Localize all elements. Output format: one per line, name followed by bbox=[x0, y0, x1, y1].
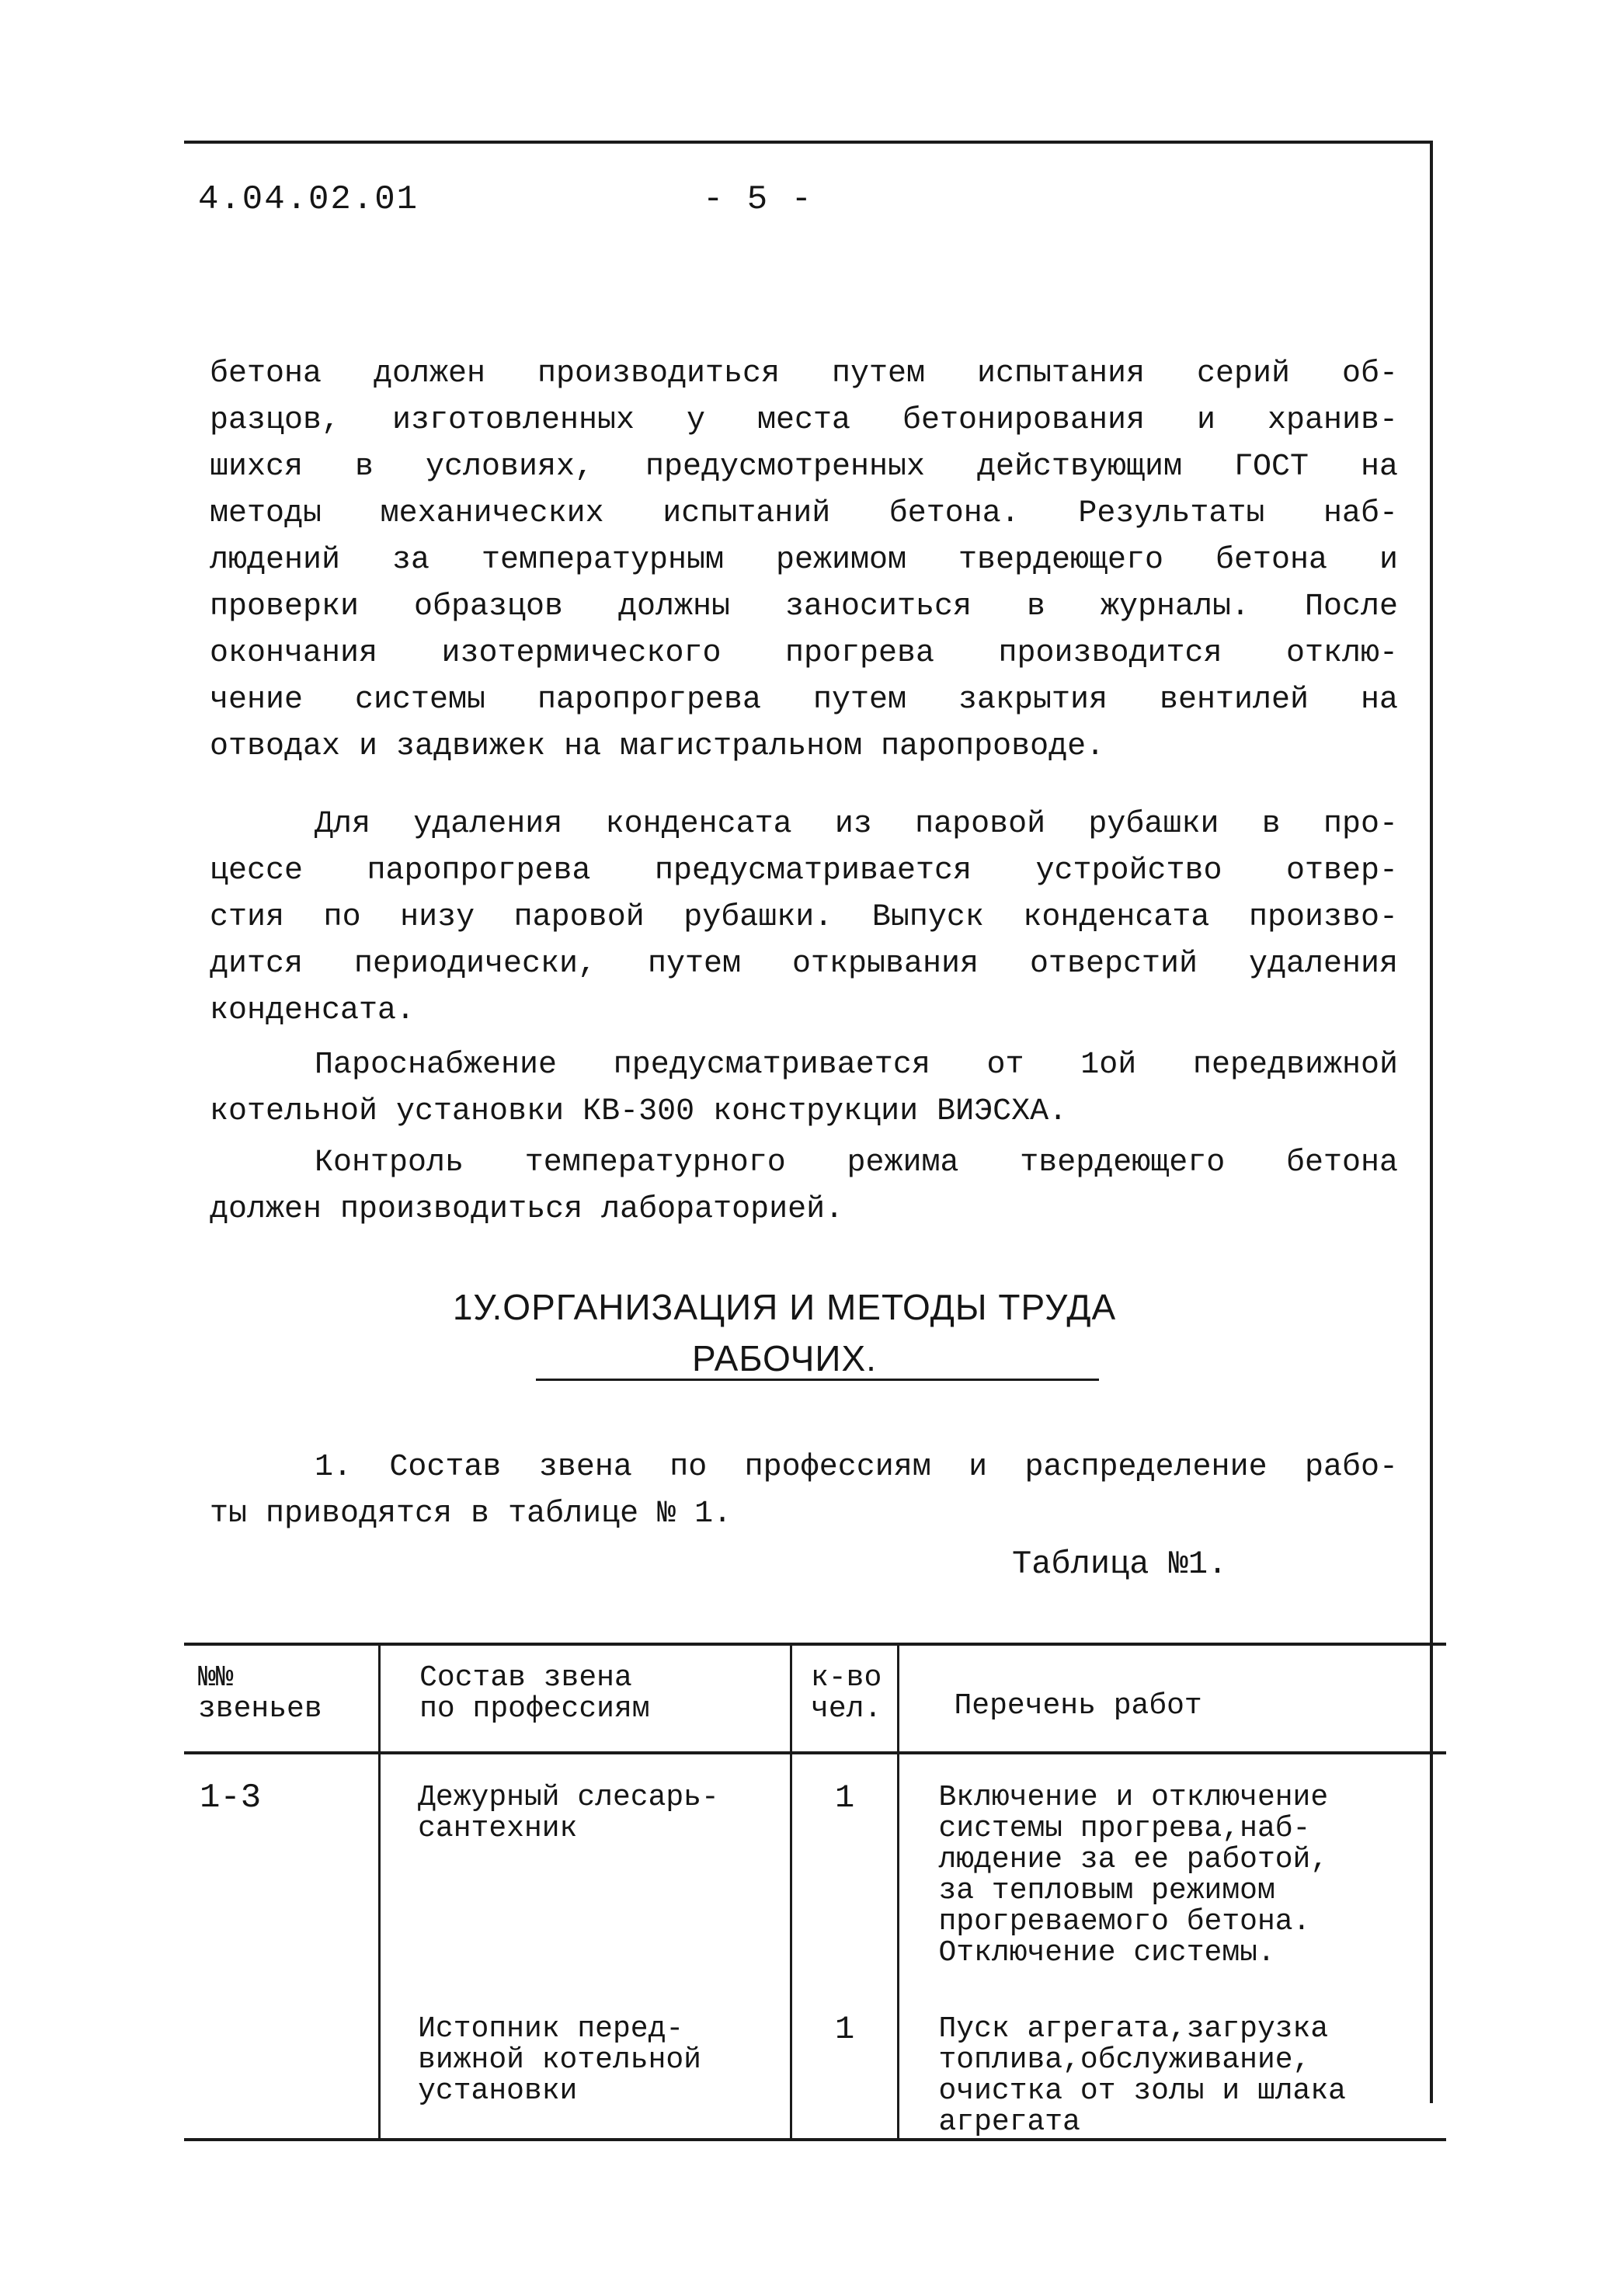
text-line: конденсата. bbox=[210, 993, 416, 1028]
header-crew-composition: Состав звена по профессиям bbox=[380, 1644, 791, 1753]
table-header-row bbox=[184, 1644, 1446, 1753]
cell-brigade: 1-3 bbox=[200, 1779, 262, 1817]
paragraph-item-1 bbox=[210, 1445, 1398, 1538]
text-line: окончания изотермического прогрева производится отклю- bbox=[210, 636, 1398, 671]
text-line: ты приводятся в таблице № 1. bbox=[210, 1497, 732, 1532]
crew-composition-table bbox=[184, 1643, 1446, 2141]
text-line: разцов, изготовленных у места бетонирования и хранив- bbox=[210, 403, 1398, 438]
text-line: Контроль температурного режима твердеющего бетона bbox=[315, 1146, 1398, 1180]
paragraph-temperature-control bbox=[210, 1140, 1398, 1233]
text-line: стия по низу паровой рубашки. Выпуск конденсата произво- bbox=[210, 900, 1398, 935]
text-line: бетона должен производиться путем испытания серий об- bbox=[210, 356, 1398, 391]
text-line: Пароснабжение предусматривается от 1ой передвижной bbox=[315, 1048, 1398, 1083]
text-line: чение системы паропрогрева путем закрытия вентилей на bbox=[210, 683, 1398, 718]
cell-work-list: Включение и отключение системы прогрева,наб- людение за ее работой, за тепловым режимом прогреваемого бетона. Отключение системы. bbox=[899, 1753, 1446, 1969]
text-line: котельной установки КВ-300 конструкции ВИЭСХА. bbox=[210, 1094, 1068, 1129]
cell-work-list: Пуск агрегата,загрузка топлива,обслуживание, очистка от золы и шлака агрегата bbox=[899, 1969, 1446, 2140]
cell-brigade bbox=[184, 1969, 380, 2140]
text-line: дится периодически, путем открывания отверстий удаления bbox=[210, 947, 1398, 982]
paragraph-concrete-testing bbox=[210, 351, 1398, 770]
cell-composition: Дежурный слесарь- сантехник bbox=[380, 1753, 791, 1969]
header-brigade-number: №№ звеньев bbox=[184, 1644, 380, 1753]
section-title-line2: РАБОЧИХ. bbox=[692, 1338, 877, 1379]
document-code: 4.04.02.01 bbox=[198, 180, 419, 219]
page-number: - 5 - bbox=[703, 180, 814, 219]
header-worker-count: к-во чел. bbox=[791, 1644, 899, 1753]
text-line: методы механических испытаний бетона. Результаты наб- bbox=[210, 496, 1398, 531]
text-line: отводах и задвижек на магистральном паропроводе. bbox=[210, 729, 1105, 764]
text-line: Для удаления конденсата из паровой рубашки в про- bbox=[315, 807, 1398, 842]
cell-quantity: 1 bbox=[791, 1753, 899, 1969]
section-heading bbox=[450, 1281, 1118, 1384]
cell-composition: Истопник перед- вижной котельной установки bbox=[380, 1969, 791, 2140]
cell-quantity: 1 bbox=[791, 1969, 899, 2140]
section-title-line1: 1У.ОРГАНИЗАЦИЯ И МЕТОДЫ ТРУДА bbox=[452, 1287, 1117, 1327]
table-row bbox=[184, 1753, 1446, 1969]
paragraph-condensate-removal bbox=[210, 801, 1398, 1034]
header-work-list: Перечень работ bbox=[899, 1644, 1446, 1753]
table-row bbox=[184, 1969, 1446, 2140]
top-border-line bbox=[184, 141, 1433, 144]
section-underline bbox=[536, 1379, 1099, 1381]
paragraph-steam-supply bbox=[210, 1042, 1398, 1135]
text-line: цессе паропрогрева предусматривается устройство отвер- bbox=[210, 854, 1398, 888]
text-line: 1. Состав звена по профессиям и распределение рабо- bbox=[315, 1450, 1398, 1485]
table-caption: Таблица №1. bbox=[1012, 1546, 1228, 1583]
text-line: людений за температурным режимом твердеющего бетона и bbox=[210, 543, 1398, 578]
text-line: должен производиться лабораторией. bbox=[210, 1192, 844, 1227]
text-line: шихся в условиях, предусмотренных действующим ГОСТ на bbox=[210, 450, 1398, 485]
text-line: проверки образцов должны заноситься в журналы. После bbox=[210, 589, 1398, 624]
